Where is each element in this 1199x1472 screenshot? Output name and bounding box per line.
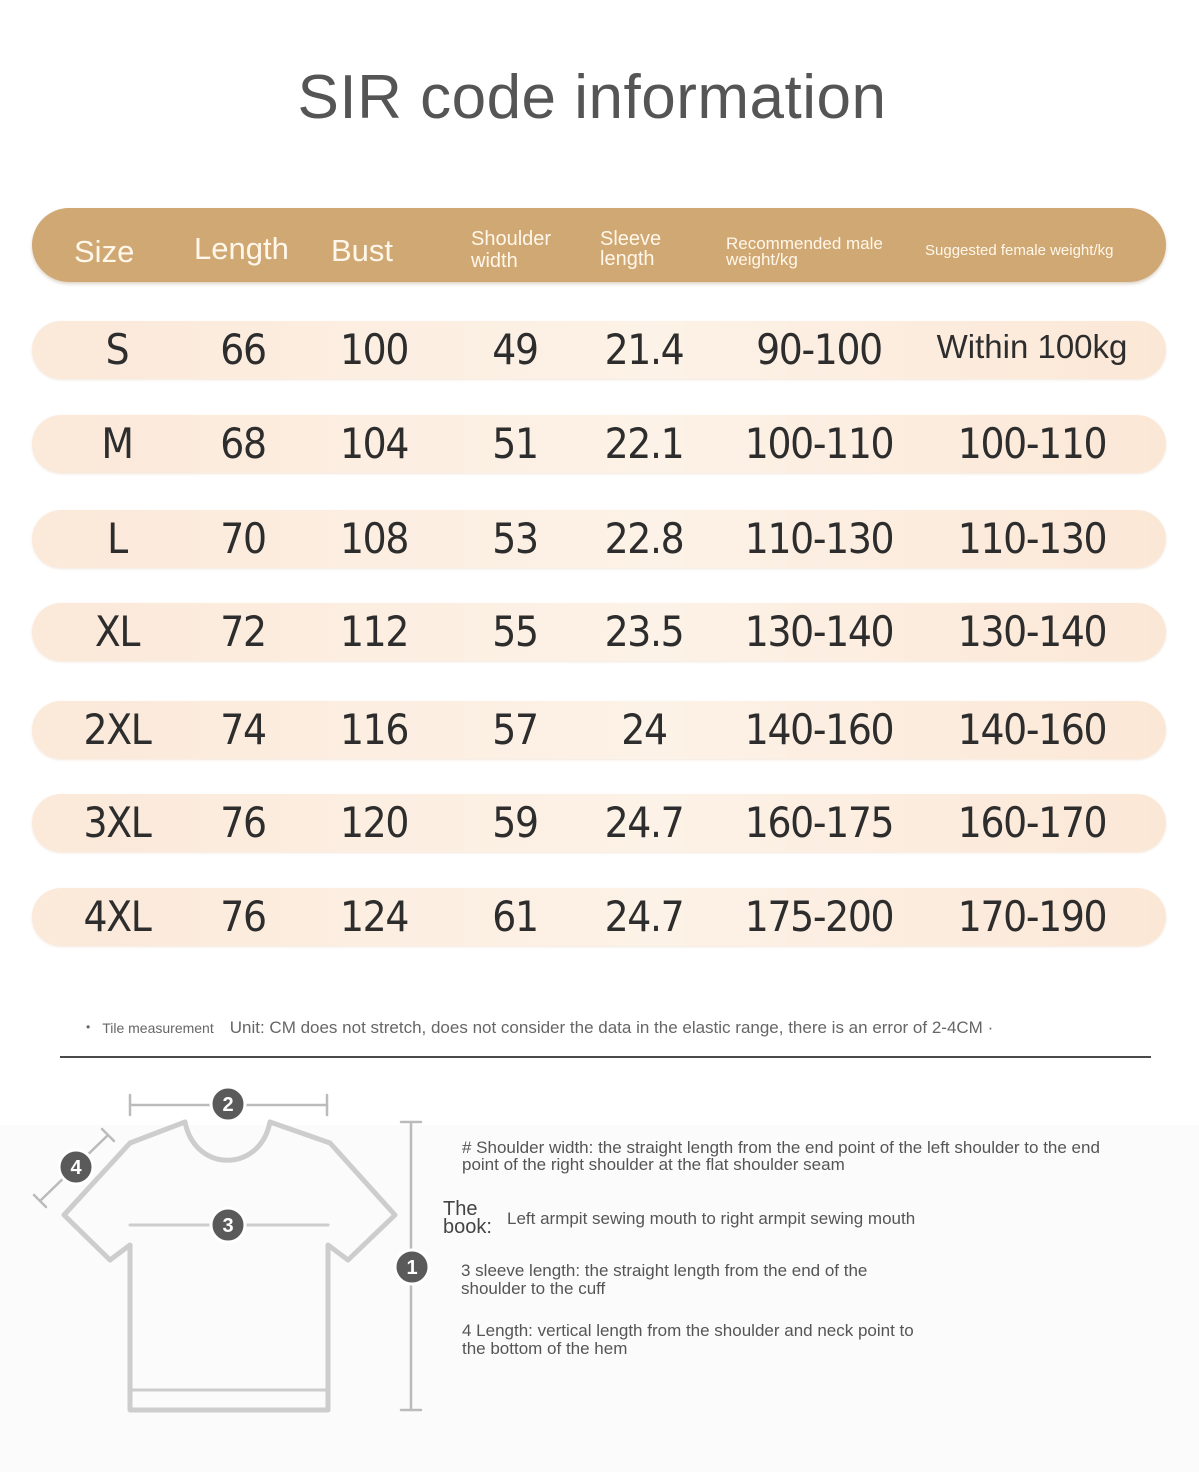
cell-length: 66 — [220, 325, 266, 374]
cell-sleeve: 22.1 — [604, 419, 684, 468]
header-bust: Bust — [331, 233, 394, 268]
cell-male: 175-200 — [744, 892, 894, 941]
cell-bust: 120 — [339, 798, 409, 847]
tshirt-measurement-icon — [30, 1085, 450, 1430]
cell-sleeve: 24 — [621, 705, 667, 754]
cell-female: 140-160 — [957, 705, 1107, 754]
header-male-2: weight/kg — [726, 250, 798, 269]
cell-bust: 124 — [339, 892, 409, 941]
header-female: Suggested female weight/kg — [925, 242, 1114, 259]
desc-sleeve-2: shoulder to the cuff — [461, 1279, 606, 1298]
cell-size: 3XL — [83, 798, 151, 847]
desc-bust-text: Left armpit sewing mouth to right armpit sewing mouth — [507, 1209, 916, 1228]
cell-shoulder: 57 — [492, 705, 538, 754]
cell-sleeve: 21.4 — [604, 325, 684, 374]
header-length: Length — [194, 231, 289, 266]
marker-2 — [211, 1087, 245, 1121]
cell-length: 70 — [220, 514, 266, 563]
cell-male: 160-175 — [744, 798, 894, 847]
desc-length-2: the bottom of the hem — [462, 1339, 628, 1358]
marker-3-label: 3 — [222, 1215, 234, 1237]
note-label: Tile measurement — [102, 1020, 214, 1036]
cell-female: Within 100kg — [936, 328, 1128, 365]
cell-male: 110-130 — [744, 514, 894, 563]
cell-shoulder: 59 — [492, 798, 538, 847]
table-row — [32, 321, 1166, 379]
marker-1-label: 1 — [406, 1257, 418, 1279]
table-row — [32, 415, 1166, 473]
cell-shoulder: 53 — [492, 514, 538, 563]
divider — [60, 1056, 1151, 1058]
header-male-1: Recommended male — [726, 234, 883, 253]
table-row — [32, 888, 1166, 946]
desc-shoulder-2: point of the right shoulder at the flat shoulder seam — [462, 1155, 845, 1174]
header-sleeve-2: length — [600, 248, 655, 270]
cell-shoulder: 51 — [492, 419, 538, 468]
cell-length: 76 — [220, 892, 266, 941]
cell-sleeve: 23.5 — [604, 607, 684, 656]
note-text: Unit: CM does not stretch, does not consider the data in the elastic range, there is an error of 2-4CM · — [229, 1018, 994, 1037]
cell-female: 100-110 — [957, 419, 1107, 468]
table-header — [32, 208, 1166, 282]
cell-shoulder: 61 — [492, 892, 538, 941]
cell-size: L — [107, 514, 127, 563]
header-shoulder-1: Shoulder — [471, 228, 552, 250]
cell-size: S — [105, 325, 129, 374]
cell-length: 72 — [220, 607, 266, 656]
table-row — [32, 794, 1166, 852]
cell-female: 110-130 — [957, 514, 1107, 563]
marker-4-label: 4 — [70, 1157, 82, 1179]
cell-male: 100-110 — [744, 419, 894, 468]
cell-bust: 112 — [339, 607, 409, 656]
desc-bust-label-1: The — [443, 1198, 478, 1220]
marker-1 — [395, 1250, 429, 1284]
cell-shoulder: 55 — [492, 607, 538, 656]
cell-length: 76 — [220, 798, 266, 847]
measurement-note — [86, 1018, 1166, 1038]
cell-female: 130-140 — [957, 607, 1107, 656]
cell-shoulder: 49 — [492, 325, 538, 374]
desc-sleeve-1: 3 sleeve length: the straight length from the end of the — [461, 1261, 868, 1280]
table-row — [32, 701, 1166, 759]
header-size: Size — [74, 234, 135, 269]
note-bullet: • — [86, 1020, 91, 1034]
cell-male: 90-100 — [756, 325, 882, 374]
cell-sleeve: 22.8 — [604, 514, 684, 563]
cell-sleeve: 24.7 — [604, 798, 684, 847]
cell-length: 74 — [220, 705, 266, 754]
cell-bust: 108 — [339, 514, 409, 563]
marker-2-label: 2 — [222, 1094, 234, 1116]
desc-bust-label-2: book: — [443, 1216, 492, 1238]
cell-bust: 116 — [339, 705, 409, 754]
cell-size: 4XL — [83, 892, 151, 941]
header-shoulder-2: width — [471, 250, 518, 272]
table-row — [32, 510, 1166, 568]
cell-bust: 100 — [339, 325, 409, 374]
cell-size: 2XL — [83, 705, 151, 754]
desc-shoulder-1: # Shoulder width: the straight length from the end point of the left shoulder to the end — [462, 1138, 1100, 1157]
desc-length-1: 4 Length: vertical length from the shoulder and neck point to — [462, 1321, 914, 1340]
cell-size: XL — [94, 607, 140, 656]
cell-length: 68 — [220, 419, 266, 468]
marker-3 — [211, 1208, 245, 1242]
cell-male: 130-140 — [744, 607, 894, 656]
page-title: SIR code information — [297, 63, 887, 132]
cell-female: 170-190 — [957, 892, 1107, 941]
table-row — [32, 603, 1166, 661]
cell-female: 160-170 — [957, 798, 1107, 847]
cell-size: M — [101, 419, 133, 468]
marker-4 — [59, 1150, 93, 1184]
cell-sleeve: 24.7 — [604, 892, 684, 941]
header-sleeve-1: Sleeve — [600, 228, 662, 250]
cell-male: 140-160 — [744, 705, 894, 754]
cell-bust: 104 — [339, 419, 409, 468]
